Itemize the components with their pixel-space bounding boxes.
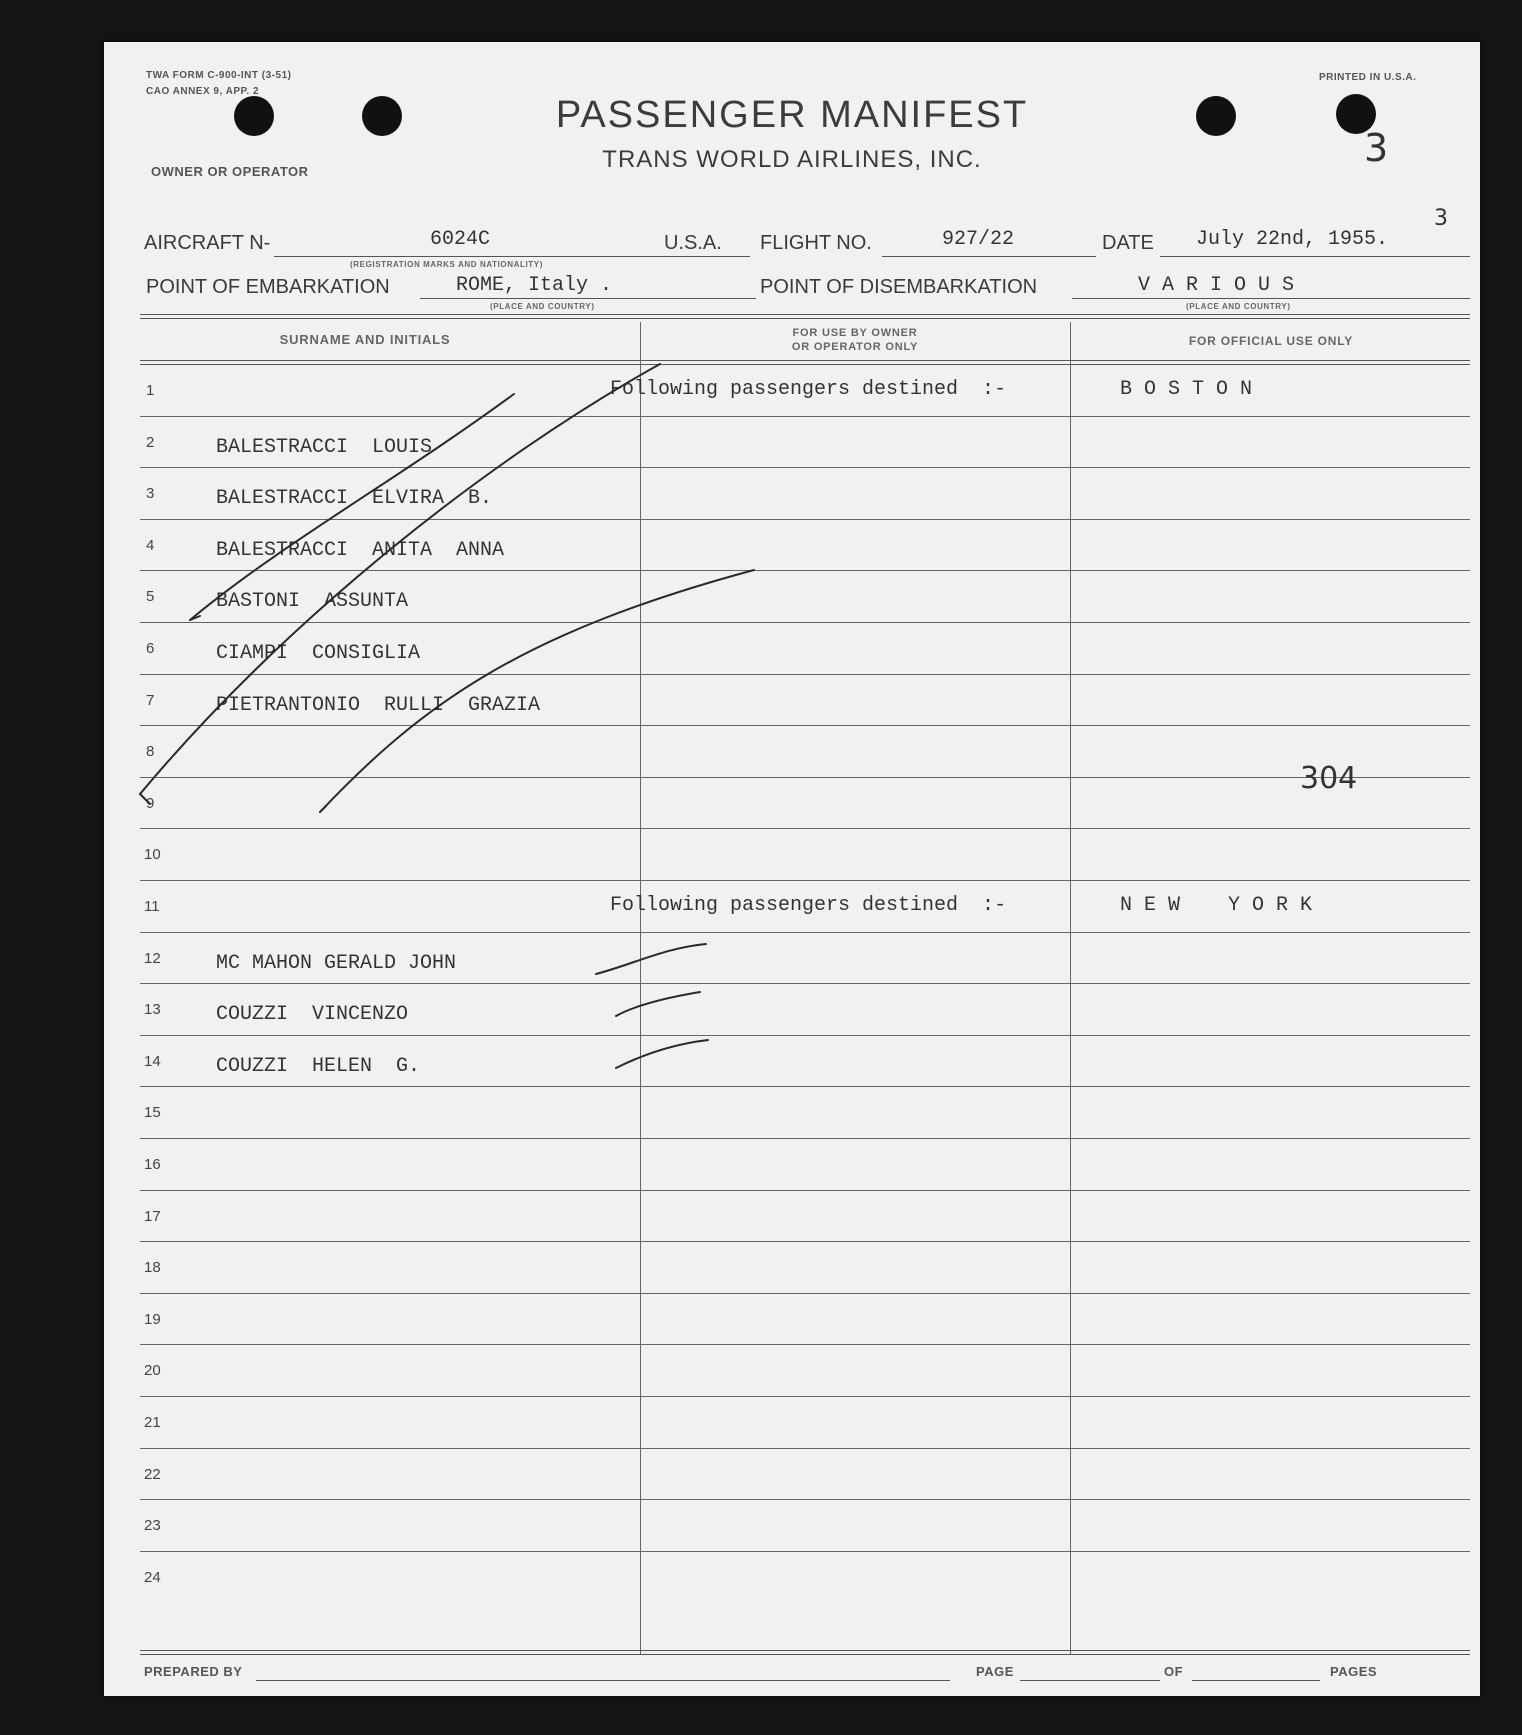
column-header-surname: SURNAME AND INITIALS <box>279 332 451 347</box>
embarkation-point: ROME, Italy . <box>456 274 613 297</box>
row-number: 11 <box>144 898 160 915</box>
annex-reference: CAO ANNEX 9, APP. 2 <box>146 86 260 97</box>
usa-label: U.S.A. <box>664 232 722 254</box>
page-mark: 3 <box>1364 126 1389 170</box>
printed-in-usa: PRINTED IN U.S.A. <box>1319 72 1417 83</box>
page-title: PASSENGER MANIFEST <box>555 94 1029 136</box>
passenger-name: BALESTRACCI LOUIS <box>216 435 433 459</box>
passenger-name: BALESTRACCI ELVIRA B. <box>216 487 493 511</box>
column-header-owner-use-2: OR OPERATOR ONLY <box>791 341 919 353</box>
row-number: 13 <box>144 1001 161 1019</box>
flight-number-label: FLIGHT NO. <box>760 232 872 254</box>
manifest-sheet <box>104 42 1480 1696</box>
date-mark: 3 <box>1434 206 1448 231</box>
row-number: 3 <box>146 485 155 503</box>
destination-note: Following passengers destined :- <box>610 378 1007 401</box>
pages-label: PAGES <box>1330 1664 1378 1679</box>
row-number: 21 <box>144 1414 161 1431</box>
row-number: 6 <box>146 640 155 657</box>
prepared-by-label: PREPARED BY <box>144 1664 243 1679</box>
passenger-name: CIAMPI CONSIGLIA <box>216 642 421 665</box>
row-number: 15 <box>144 1104 161 1122</box>
row-number: 2 <box>146 433 155 451</box>
row-number: 8 <box>146 743 155 761</box>
row-number: 16 <box>144 1156 161 1173</box>
handwritten-marks <box>104 42 1480 1696</box>
page-label: PAGE <box>976 1664 1014 1679</box>
row-number: 19 <box>144 1310 161 1328</box>
row-number: 18 <box>144 1259 161 1277</box>
row-number: 20 <box>144 1362 161 1380</box>
row-number: 7 <box>146 691 155 709</box>
aircraft-label: AIRCRAFT N- <box>144 232 271 254</box>
passenger-name: MC MAHON GERALD JOHN <box>216 951 457 975</box>
row-number: 17 <box>144 1207 161 1225</box>
row-number: 24 <box>144 1568 161 1586</box>
of-label: OF <box>1164 1664 1184 1679</box>
passenger-name: BASTONI ASSUNTA <box>216 590 409 614</box>
form-number: TWA FORM C-900-INT (3-51) <box>146 70 292 81</box>
column-header-official: FOR OFFICIAL USE ONLY <box>1188 334 1354 348</box>
aircraft-registration: 6024C <box>430 228 491 251</box>
destination-note: Following passengers destined :- <box>610 894 1007 917</box>
official-handwritten-number: 304 <box>1300 760 1358 796</box>
row-number: 10 <box>144 846 161 864</box>
embarkation-caption: (PLACE AND COUNTRY) <box>490 302 595 311</box>
row-number: 14 <box>144 1052 161 1070</box>
owner-operator-label: OWNER OR OPERATOR <box>151 164 309 179</box>
destination-city: B O S T O N <box>1120 378 1253 401</box>
row-number: 1 <box>146 382 155 399</box>
passenger-name: PIETRANTONIO RULLI GRAZIA <box>216 693 541 717</box>
row-number: 5 <box>146 588 155 606</box>
row-number: 22 <box>144 1465 161 1483</box>
passenger-name: COUZZI HELEN G. <box>216 1054 421 1078</box>
passenger-name: BALESTRACCI ANITA ANNA <box>216 538 505 562</box>
date-label: DATE <box>1102 232 1154 254</box>
registration-caption: (REGISTRATION MARKS AND NATIONALITY) <box>350 260 543 269</box>
destination-city: N E W Y O R K <box>1120 894 1313 917</box>
operator-name: TRANS WORLD AIRLINES, INC. <box>602 146 982 173</box>
embarkation-label: POINT OF EMBARKATION <box>146 276 390 298</box>
row-number: 23 <box>144 1517 161 1535</box>
disembarkation-point: V A R I O U S <box>1138 274 1295 297</box>
passenger-name: COUZZI VINCENZO <box>216 1003 409 1027</box>
flight-date: July 22nd, 1955. <box>1196 228 1389 251</box>
row-number: 9 <box>146 794 155 812</box>
disembarkation-label: POINT OF DISEMBARKATION <box>760 276 1038 298</box>
row-number: 12 <box>144 949 161 967</box>
row-number: 4 <box>146 536 155 554</box>
disembarkation-caption: (PLACE AND COUNTRY) <box>1186 302 1291 311</box>
flight-number: 927/22 <box>942 228 1015 251</box>
column-header-owner-use-1: FOR USE BY OWNER <box>792 327 918 339</box>
